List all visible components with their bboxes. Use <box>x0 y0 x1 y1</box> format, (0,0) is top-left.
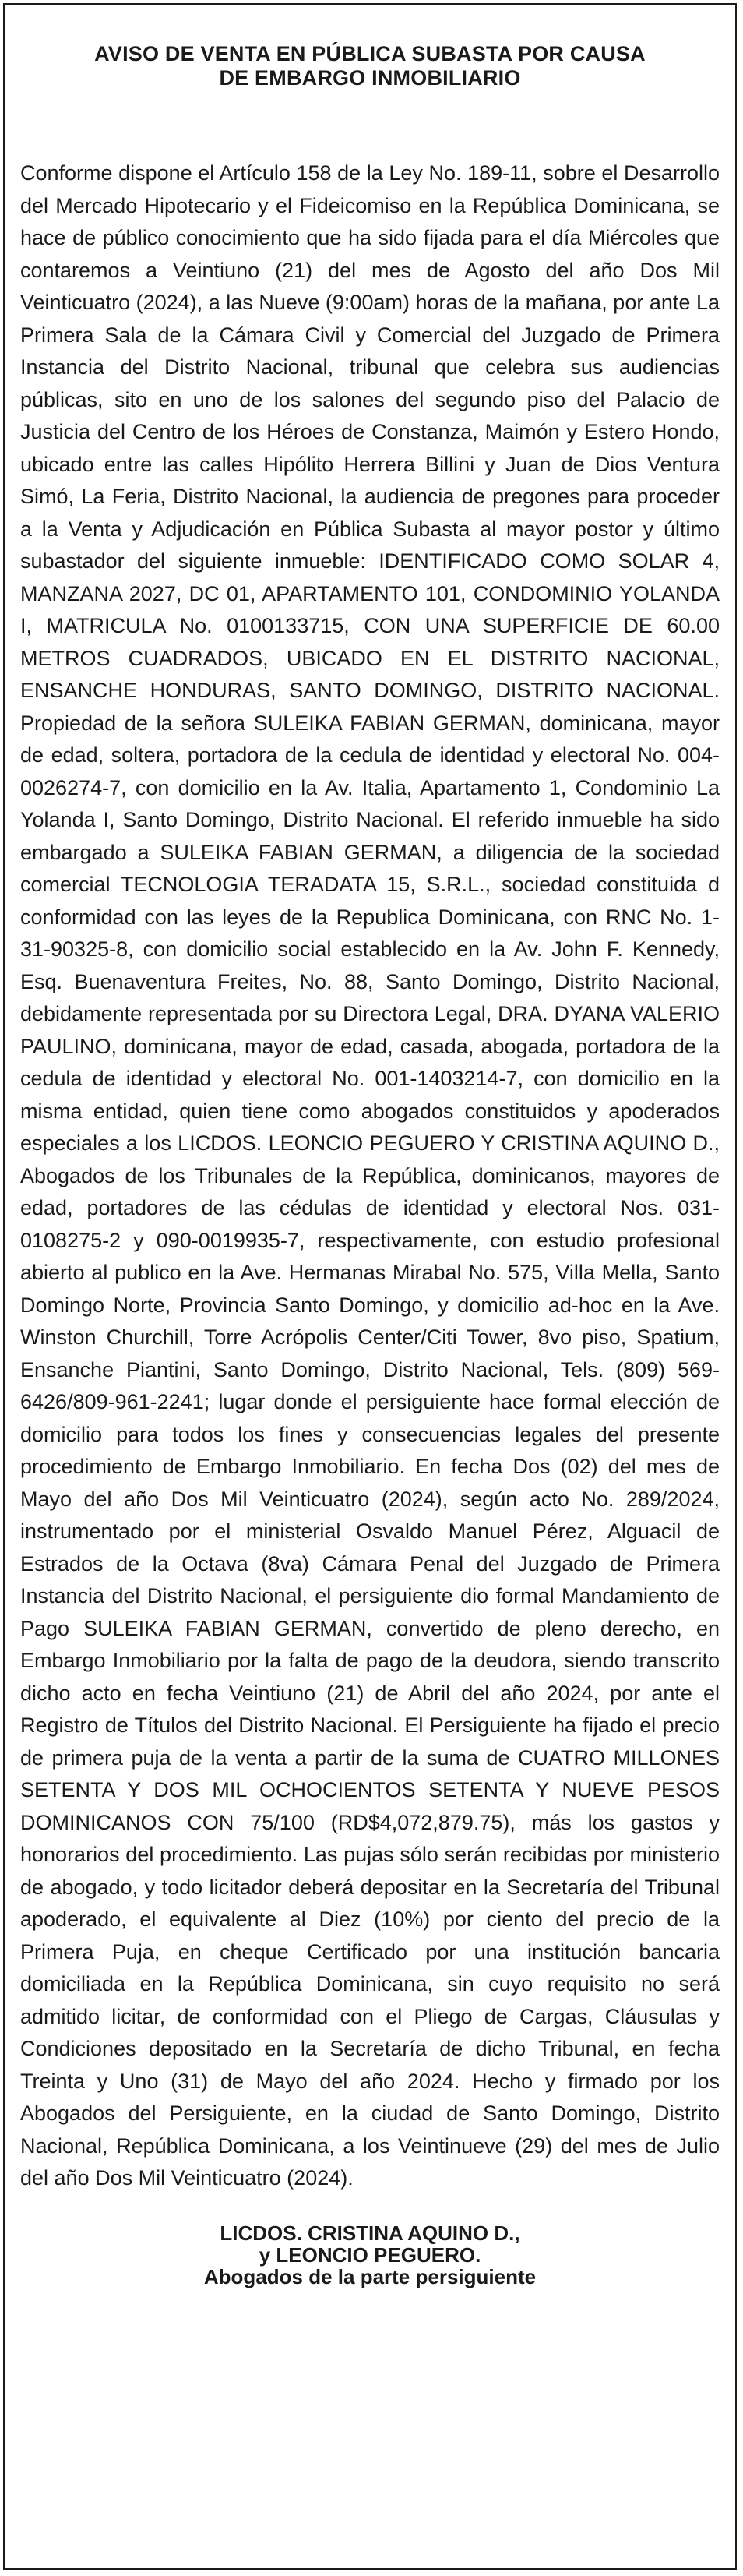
signature-line-2: y LEONCIO PEGUERO. <box>259 2243 481 2267</box>
notice-title-line-1: AVISO DE VENTA EN PÚBLICA SUBASTA POR CAUSA <box>94 42 646 65</box>
notice-title <box>36 42 704 90</box>
notice-body: Conforme dispone el Artículo 158 de la Ley No. 189-11, sobre el Desarrollo del Mercado Hipotecario y el Fideicomiso en la República Dominicana, se hace de público conocimiento que ha sido fijada para el día Miércoles que contaremos a Veintiuno (21) del mes de Agosto del año Dos Mil Veinticuatro (2024), a las Nueve (9:00am) horas de la mañana, por ante La Primera Sala de la Cámara Civil y Comercial del Juzgado de Primera Instancia del Distrito Nacional, tribunal que celebra sus audiencias públicas, sito en uno de los salones del segundo piso del Palacio de Justicia del Centro de los Héroes de Constanza, Maimón y Estero Hondo, ubicado entre las calles Hipólito Herrera Billini y Juan de Dios Ventura Simó, La Feria, Distrito Nacional, la audiencia de pregones para proceder a la Venta y Adjudicación en Pública Subasta al mayor postor y último subastador del siguiente inmueble: IDENTIFICADO COMO SOLAR 4, MANZANA 2027, DC 01, APARTAMENTO 101, CONDOMINIO YOLANDA I, MATRICULA No. 0100133715, CON UNA SUPERFICIE DE 60.00 METROS CUADRADOS, UBICADO EN EL DISTRITO NACIONAL, ENSANCHE HONDURAS, SANTO DOMINGO, DISTRITO NACIONAL. Propiedad de la señora SULEIKA FABIAN GERMAN, dominicana, mayor de edad, soltera, portadora de la cedula de identidad y electoral No. 004-0026274-7, con domicilio en la Av. Italia, Apartamento 1, Condominio La Yolanda I, Santo Domingo, Distrito Nacional. El referido inmueble ha sido embargado a SULEIKA FABIAN GERMAN, a diligencia de la sociedad comercial TECNOLOGIA TERADATA 15, S.R.L., sociedad constituida d conformidad con las leyes de la Republica Dominicana, con RNC No. 1-31-90325-8, con domicilio social establecido en la Av. John F. Kennedy, Esq. Buenaventura Freites, No. 88, Santo Domingo, Distrito Nacional, debidamente representada por su Directora Legal, DRA. DYANA VALERIO PAULINO, dominicana, mayor de edad, casada, abogada, portadora de la cedula de identidad y electoral No. 001-1403214-7, con domicilio en la misma entidad, quien tiene como abogados constituidos y apoderados especiales a los LICDOS. LEONCIO PEGUERO Y CRISTINA AQUINO D., Abogados de los Tribunales de la República, dominicanos, mayores de edad, portadores de las cédulas de identidad y electoral Nos. 031-0108275-2 y 090-0019935-7, respectivamente, con estudio profesional abierto al publico en la Ave. Hermanas Mirabal No. 575, Villa Mella, Santo Domingo Norte, Provincia Santo Domingo, y domicilio ad-hoc en la Ave. Winston Churchill, Torre Acrópolis Center/Citi Tower, 8vo piso, Spatium, Ensanche Piantini, Santo Domingo, Distrito Nacional, Tels. (809) 569-6426/809-961-2241; lugar donde el persiguiente hace formal elección de domicilio para todos los fines y consecuencias legales del presente procedimiento de Embargo Inmobiliario. En fecha Dos (02) del mes de Mayo del año Dos Mil Veinticuatro (2024), según acto No. 289/2024, instrumentado por el ministerial Osvaldo Manuel Pérez, Alguacil de Estrados de la Octava (8va) Cámara Penal del Juzgado de Primera Instancia del Distrito Nacional, el persiguiente dio formal Mandamiento de Pago SULEIKA FABIAN GERMAN, convertido de pleno derecho, en Embargo Inmobiliario por la falta de pago de la deudora, siendo transcrito dicho acto en fecha Veintiuno (21) de Abril del año 2024, por ante el Registro de Títulos del Distrito Nacional. El Persiguiente ha fijado el precio de primera puja de la venta a partir de la suma de CUATRO MILLONES SETENTA Y DOS MIL OCHOCIENTOS SETENTA Y NUEVE PESOS DOMINICANOS CON 75/100 (RD$4,072,879.75), más los gastos y honorarios del procedimiento. Las pujas sólo serán recibidas por ministerio de abogado, y todo licitador deberá depositar en la Secretaría del Tribunal apoderado, el equivalente al Diez (10%) por ciento del precio de la Primera Puja, en cheque Certificado por una institución bancaria domiciliada en la República Dominicana, sin cuyo requisito no será admitido licitar, de conformidad con el Pliego de Cargas, Cláusulas y Condiciones depositado en la Secretaría de dicho Tribunal, en fecha Treinta y Uno (31) de Mayo del año 2024. Hecho y firmado por los Abogados del Persiguiente, en la ciudad de Santo Domingo, Distrito Nacional, República Dominicana, a los Veintinueve (29) del mes de Julio del año Dos Mil Veinticuatro (2024). <box>20 161 720 2190</box>
notice-title-line-2: DE EMBARGO INMOBILIARIO <box>219 66 521 90</box>
signature-block <box>5 2222 735 2288</box>
signature-line-1: LICDOS. CRISTINA AQUINO D., <box>220 2221 520 2245</box>
signature-line-3: Abogados de la parte persiguiente <box>203 2264 537 2288</box>
legal-notice <box>3 3 737 2570</box>
